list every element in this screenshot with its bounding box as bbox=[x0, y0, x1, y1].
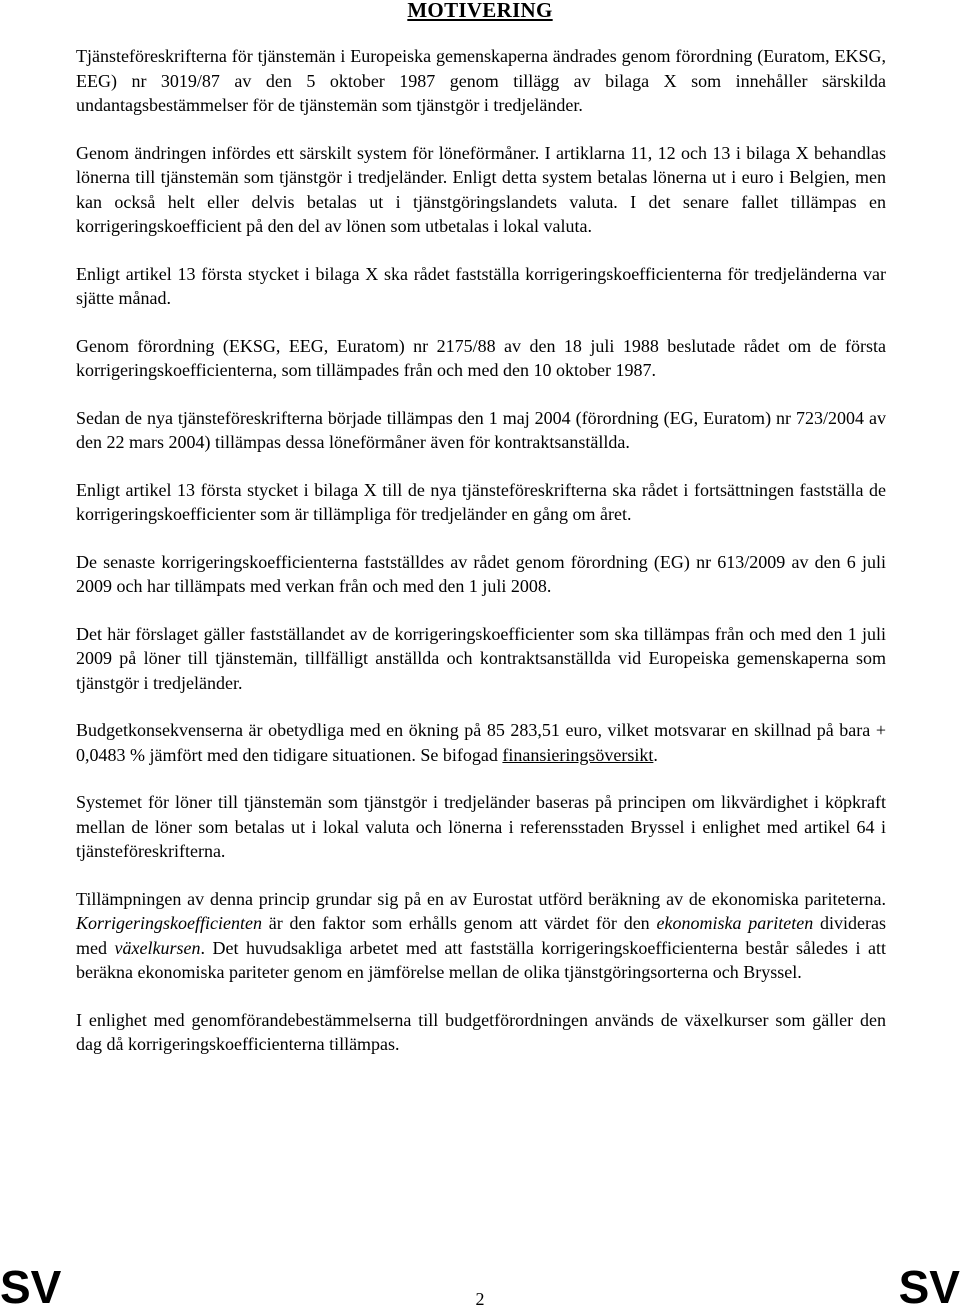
page-title: MOTIVERING bbox=[407, 0, 553, 22]
paragraph-1: Tjänsteföreskrifterna för tjänstemän i Europeiska gemenskaperna ändrades genom förordning (Euratom, EKSG, EEG) nr 3019/87 av den 5 oktober 1987 genom tillägg av bilaga X som innehåller särskilda undantagsbestämmelser för de tjänstemän som tjänstgör i tredjeländer. bbox=[76, 46, 886, 115]
term-correction-coefficient: Korrigeringskoefficienten bbox=[76, 913, 262, 933]
term-economic-parity: ekonomiska pariteten bbox=[656, 913, 814, 933]
paragraph-11-part-b: är den faktor som erhålls genom att värdet för den bbox=[261, 913, 657, 933]
paragraph-2: Genom ändringen infördes ett särskilt system för löneförmåner. I artiklarna 11, 12 och 13 i bilaga X behandlas lönerna till tjänstemän som tjänstgör i tredjeländer. Enligt detta system betalas lönerna ut i euro i Belgien, men kan också helt eller delvis betalas ut i tjänstgöringslandets valuta. I det senare fallet tillämpas en korrigeringskoefficient på den del av lönen som utbetalas i lokal valuta. bbox=[76, 142, 886, 236]
footer-language-left: SV bbox=[0, 1261, 62, 1313]
paragraph-8: Det här förslaget gäller fastställandet av de korrigeringskoefficienter som ska tillämpas från och med den 1 juli 2009 på löner till tjänstemän, tillfälligt anställda och kontraktsanställda vid Europeiska gemenskaperna som tjänstgör i tredjeländer. bbox=[76, 623, 886, 693]
paragraph-11-part-a: Tillämpningen av denna princip grundar sig på en av Eurostat utförd beräkning av de ekonomiska pariteterna. bbox=[76, 888, 886, 909]
paragraph-3: Enligt artikel 13 första stycket i bilaga X ska rådet fastställa korrigeringskoefficienterna för tredjeländerna var sjätte månad. bbox=[76, 263, 886, 308]
financial-statement-link[interactable]: finansieringsöversikt bbox=[502, 744, 654, 765]
paragraph-9-end: . bbox=[653, 744, 658, 765]
paragraph-6: Enligt artikel 13 första stycket i bilaga X till de nya tjänsteföreskrifterna ska rådet i fortsättningen fastställa de korrigeringskoefficienter som är tillämpliga för tredjeländer en gång om året. bbox=[76, 479, 886, 524]
paragraph-10: Systemet för löner till tjänstemän som tjänstgör i tredjeländer baseras på principen om likvärdighet i köpkraft mellan de löner som betalas ut i lokal valuta och lönerna i referensstaden Bryssel i enlighet med artikel 64 i tjänsteföreskrifterna. bbox=[76, 792, 886, 861]
paragraph-9-text: Budgetkonsekvenserna är obetydliga med en ökning på 85 283,51 euro, vilket motsvarar en skillnad på bara + 0,0483 % jämfört med den tidigare situationen. Se bifogad bbox=[76, 720, 886, 765]
paragraph-12: I enlighet med genomförandebestämmelserna till budgetförordningen används de växelkurser som gäller den dag då korrigeringskoefficienterna tillämpas. bbox=[76, 1009, 886, 1054]
paragraph-11 bbox=[76, 887, 886, 985]
paragraph-7: De senaste korrigeringskoefficienterna fastställdes av rådet genom förordning (EG) nr 613/2009 av den 6 juli 2009 och har tillämpats med verkan från och med den 1 juli 2008. bbox=[76, 551, 886, 596]
paragraph-9 bbox=[76, 718, 886, 767]
term-exchange-rate: växelkursen bbox=[114, 937, 201, 958]
paragraph-11-part-c: divideras med bbox=[76, 913, 886, 958]
document-body bbox=[76, 44, 886, 1057]
footer-language-right: SV bbox=[898, 1261, 960, 1313]
paragraph-11-part-d: . Det huvudsakliga arbetet med att fastställa korrigeringskoefficienterna består således i att beräkna ekonomiska pariteter genom en jämförelse mellan de olika tjänstgöringsorterna och Bryssel. bbox=[76, 937, 886, 982]
paragraph-5: Sedan de nya tjänsteföreskrifterna började tillämpas den 1 maj 2004 (förordning (EG, Euratom) nr 723/2004 av den 22 mars 2004) tillämpas dessa löneförmåner även för kontraktsanställda. bbox=[76, 407, 886, 452]
paragraph-4: Genom förordning (EKSG, EEG, Euratom) nr 2175/88 av den 18 juli 1988 beslutade rådet om de första korrigeringskoefficienterna, som tillämpades från och med den 10 oktober 1987. bbox=[76, 335, 886, 380]
page-number: 2 bbox=[475, 1289, 485, 1309]
